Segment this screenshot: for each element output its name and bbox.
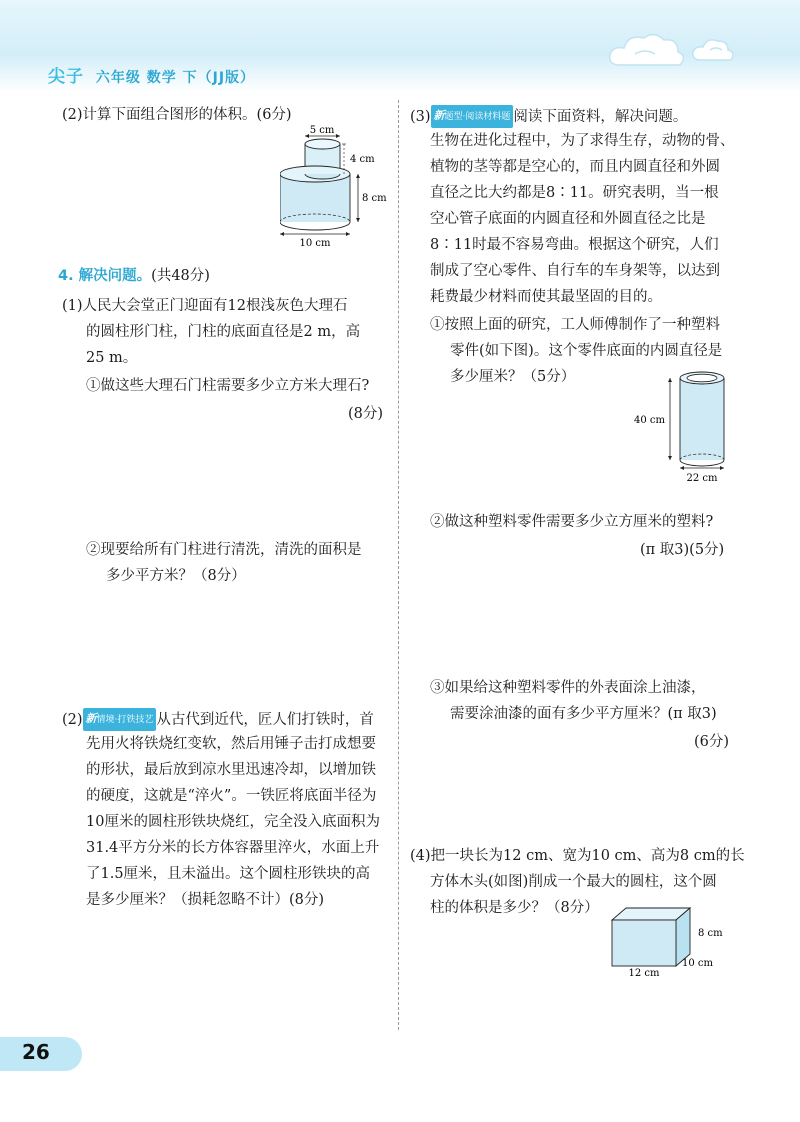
question-2-geometry: (2)计算下面组合图形的体积。(6分)	[62, 107, 292, 123]
problem-3-sub-1-line-2: 零件(如下图)。这个零件底面的内圆直径是	[450, 343, 723, 359]
header-title	[48, 62, 255, 87]
problem-3-sub-2: ②做这种塑料零件需要多少立方厘米的塑料?	[430, 514, 714, 530]
problem-3-line-1	[410, 105, 687, 128]
cuboid-figure	[606, 904, 736, 980]
question-type-tag	[431, 105, 514, 128]
problem-3-sub-3-points: (6分)	[694, 734, 730, 750]
problem-3-sub-1-line-3: 多少厘米？（5分）	[450, 369, 576, 385]
problem-3-prefix: (3)	[410, 109, 431, 125]
problem-1-sub-1-points: (8分)	[348, 406, 384, 422]
scenario-tag	[83, 708, 157, 731]
hollow-cylinder-figure	[634, 368, 744, 486]
section-4-heading	[58, 266, 210, 286]
book-title: 六年级 数学 下（JJ版）	[95, 70, 256, 86]
bottom-width-label: 10 cm	[299, 238, 331, 249]
problem-3-sub-1-line-1: ①按照上面的研究，工人师傅制作了一种塑料	[430, 317, 720, 333]
bottom-height-label: 8 cm	[362, 193, 387, 204]
problem-3-line-4: 直径之比大约都是8∶11。研究表明，当一根	[430, 185, 719, 201]
cuboid-height-label: 8 cm	[698, 928, 723, 939]
problem-3-line-8: 耗费最少材料而使其最坚固的目的。	[430, 289, 662, 305]
cylinder-width-label: 22 cm	[686, 473, 718, 484]
problem-3-first-text: 阅读下面资料，解决问题。	[513, 109, 688, 125]
question-type-tag-label: 题型·阅读材料题	[444, 112, 511, 122]
top-height-label: 4 cm	[350, 154, 375, 165]
problem-4-line-3: 柱的体积是多少？（8分）	[430, 900, 599, 916]
problem-2-line-8: 是多少厘米？（损耗忽略不计）(8分)	[86, 892, 325, 908]
cuboid-length-label: 12 cm	[628, 968, 660, 979]
brand-logo: 尖子	[48, 67, 84, 87]
problem-3-line-6: 8∶11时最不容易弯曲。根据这个研究，人们	[430, 237, 719, 253]
problem-2-line-4: 的硬度，这就是“淬火”。一铁匠将底面半径为	[86, 788, 377, 804]
page-number: 26	[22, 1040, 50, 1064]
problem-3-line-5: 空心管子底面的内圆直径和外圆直径之比是	[430, 211, 706, 227]
problem-1-sub-2-line-2: 多少平方米？（8分）	[106, 568, 246, 584]
problem-3-line-7: 制成了空心零件、自行车的车身架等，以达到	[430, 263, 720, 279]
cuboid-width-label: 10 cm	[682, 958, 713, 969]
problem-3-line-3: 植物的茎等都是空心的，而且内圆直径和外圆	[430, 159, 720, 175]
problem-1-line-1: (1)人民大会堂正门迎面有12根浅灰色大理石	[62, 298, 348, 314]
section-4-title: 4. 解决问题。	[58, 268, 152, 284]
problem-4-line-2: 方体木头(如图)削成一个最大的圆柱，这个圆	[430, 874, 717, 890]
problem-3-sub-2-points: (π 取3)(5分)	[640, 542, 725, 558]
problem-1-line-2: 的圆柱形门柱，门柱的底面直径是2 m，高	[86, 324, 361, 340]
problem-2-line-3: 的形状，最后放到凉水里迅速冷却，以增加铁	[86, 762, 376, 778]
problem-2-first-text: 从古代到近代，匠人们打铁时，首	[156, 712, 374, 728]
cloud-decoration-icon	[600, 20, 760, 80]
problem-2-line-2: 先用火将铁烧红变软，然后用锤子击打成想要	[86, 736, 376, 752]
problem-1-sub-1: ①做这些大理石门柱需要多少立方米大理石?	[86, 378, 370, 394]
problem-2-line-6: 31.4平方分米的长方体容器里淬火，水面上升	[86, 840, 380, 856]
problem-4-line-1: (4)把一块长为12 cm、宽为10 cm、高为8 cm的长	[410, 848, 745, 864]
column-divider	[398, 100, 399, 1030]
top-width-label: 5 cm	[309, 125, 335, 136]
problem-3-sub-3-line-2: 需要涂油漆的面有多少平方厘米？(π 取3)	[450, 706, 717, 722]
cylinder-height-label: 40 cm	[634, 415, 665, 426]
problem-2-line-1	[62, 708, 374, 731]
problem-1-sub-2-line-1: ②现要给所有门柱进行清洗，清洗的面积是	[86, 542, 362, 558]
problem-3-line-2: 生物在进化过程中，为了求得生存，动物的骨、	[430, 133, 735, 149]
scenario-tag-label: 情境·打铁技艺	[96, 715, 154, 725]
composite-cylinder-figure	[280, 122, 390, 250]
problem-1-line-3: 25 m。	[86, 350, 138, 366]
problem-2-line-5: 10厘米的圆柱形铁块烧红，完全没入底面积为	[86, 814, 380, 830]
problem-2-line-7: 了1.5厘米，且未溢出。这个圆柱形铁块的高	[86, 866, 371, 882]
problem-3-sub-3-line-1: ③如果给这种塑料零件的外表面涂上油漆，	[430, 680, 706, 696]
problem-2-prefix: (2)	[62, 712, 83, 728]
section-4-points: (共48分)	[151, 268, 210, 284]
question-type-tag-new: 新	[433, 109, 445, 122]
scenario-tag-new: 新	[85, 712, 97, 725]
